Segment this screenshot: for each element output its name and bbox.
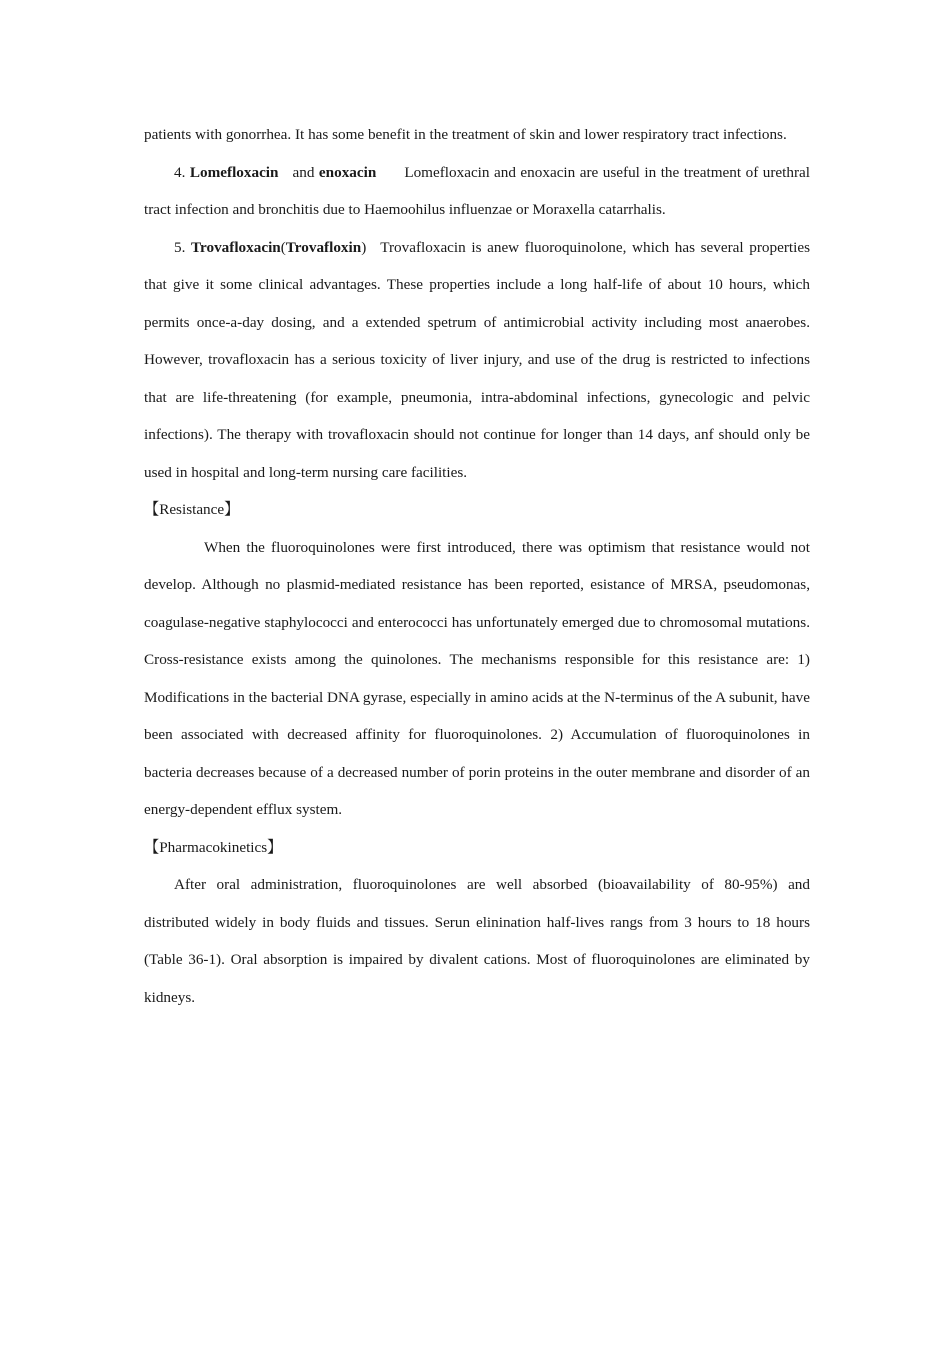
paragraph-trovafloxacin (144, 229, 810, 492)
paren-open: ( (280, 238, 286, 256)
paragraph-gonorrhea: patients with gonorrhea. It has some benefit in the treatment of skin and lower respiratory tract infections. (144, 126, 787, 143)
drug-name-trovafloxin: Trovafloxin (285, 238, 362, 256)
paragraph-lomefloxacin (144, 154, 810, 229)
document-page (144, 116, 810, 1016)
section-heading-resistance: 【Resistance】 (144, 501, 240, 518)
drug-name-enoxacin: enoxacin (318, 163, 377, 181)
drug-name-trovafloxacin: Trovafloxacin (191, 238, 281, 256)
paragraph-resistance: When the fluoroquinolones were first introduced, there was optimism that resistance would not develop. Although no plasmid-mediated resistance has been reported, esistance of MRSA, pseudomonas, coagulase-negative staphylococci and enterococci has unfortunately emerged due to chromosomal mutations. Cross-resistance exists among the quinolones. The mechanisms responsible for this resistance are: 1) Modifications in the bacterial DNA gyrase, especially in amino acids at the N-terminus of the A subunit, have been associated with decreased affinity for fluoroquinolones. 2) Accumulation of fluoroquinolones in bacteria decreases because of a decreased number of porin proteins in the outer membrane and disorder of an energy-dependent efflux system. (144, 538, 810, 818)
paren-close: ) (361, 238, 367, 256)
trovafloxacin-text: Trovafloxacin is anew fluoroquinolone, which has several properties that give it some clinical advantages. These properties include a long half-life of about 10 hours, which permits once-a-day dosing, and a extended spetrum of antimicrobial activity including most anaerobes. However, trovafloxacin has a serious toxicity of liver injury, and use of the drug is restricted to infections that are life-threatening (for example, pneumonia, intra-abdominal infections, gynecologic and pelvic infections). The therapy with trovafloxacin should not continue for longer than 14 days, anf should only be used in hospital and long-term nursing care facilities. (144, 238, 810, 481)
conjunction-and: and (292, 163, 315, 181)
lomefloxacin-text: Lomefloxacin and enoxacin are useful in the treatment of urethral tract infection and bronchitis due to Haemoohilus influenzae or Moraxella catarrhalis. (144, 163, 810, 218)
paragraph-pharmacokinetics: After oral administration, fluoroquinolones are well absorbed (bioavailability of 80-95%) and distributed widely in body fluids and tissues. Serun elinination half-lives rangs from 3 hours to 18 hours (Table 36-1). Oral absorption is impaired by divalent cations. Most of fluoroquinolones are eliminated by kidneys. (144, 876, 810, 1006)
drug-name-lomefloxacin: Lomefloxacin (189, 163, 279, 181)
item-number: 4. (174, 163, 186, 181)
section-heading-pharmacokinetics: 【Pharmacokinetics】 (144, 838, 283, 856)
item-number: 5. (174, 238, 186, 256)
